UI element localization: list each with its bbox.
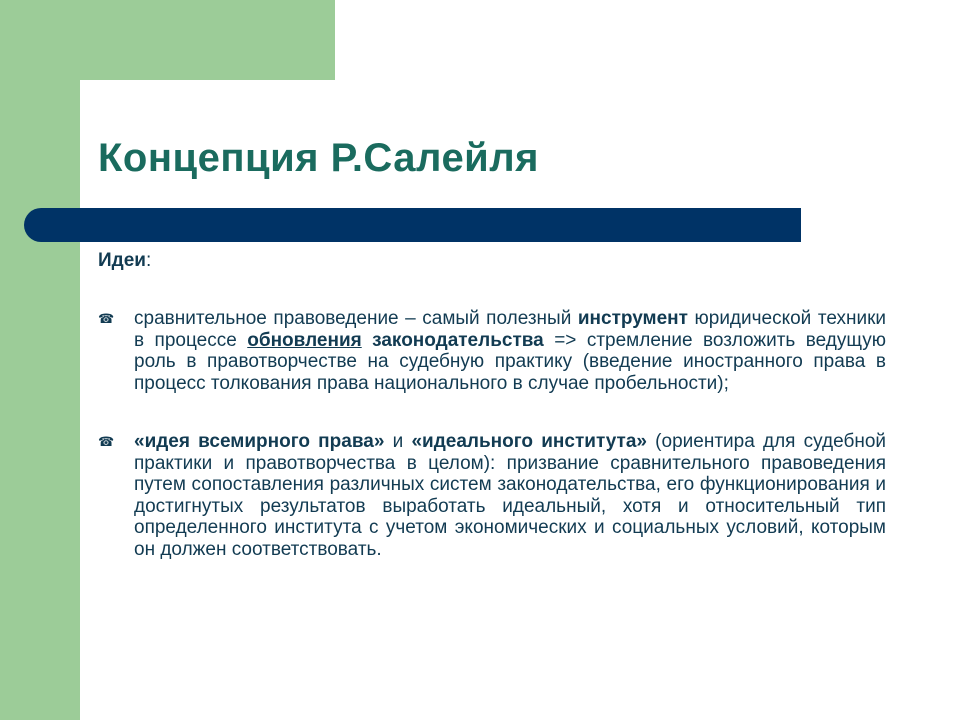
slide-title: Концепция Р.Салейля — [98, 136, 540, 180]
text-run — [362, 330, 372, 351]
bold-term: «идея всемирного права» — [134, 431, 385, 452]
title-divider-bar — [24, 208, 801, 242]
ideas-list — [98, 308, 886, 560]
text-run: юридической техники в процессе — [134, 308, 886, 351]
ideas-heading-colon: : — [145, 250, 152, 271]
bold-underlined-term: обновления — [247, 329, 362, 351]
bold-term: законодательства — [372, 329, 544, 351]
ideas-heading-word: Идеи — [98, 250, 146, 271]
ideas-heading — [98, 250, 151, 272]
telephone-icon: ☎ — [98, 434, 115, 449]
list-item — [98, 431, 886, 560]
bold-term: «идеального института» — [411, 431, 647, 452]
list-item — [98, 308, 886, 394]
bold-term: инструмент — [577, 308, 688, 329]
left-green-bar — [0, 0, 80, 720]
text-run: и — [384, 431, 412, 452]
list-item-text — [134, 308, 886, 394]
top-green-block — [0, 0, 335, 80]
list-item-text — [134, 431, 886, 560]
text-run: (ориентира для судебной практики и правотворчества в целом): призвание сравнительного правоведения путем сопоставления различных систем законодательства, его функционирования и достигнутых результатов выработать идеальный, хотя и относительный тип определенного института с учетом экономических и социальных условий, которым он должен соответствовать. — [134, 431, 887, 560]
text-run: => стремление возложить ведущую роль в правотворчестве на судебную практику (введение иностранного права в процесс толкования права национального в случае пробельности); — [134, 329, 886, 394]
text-run: сравнительное правоведение – самый полезный — [134, 308, 578, 329]
telephone-icon: ☎ — [98, 311, 115, 326]
